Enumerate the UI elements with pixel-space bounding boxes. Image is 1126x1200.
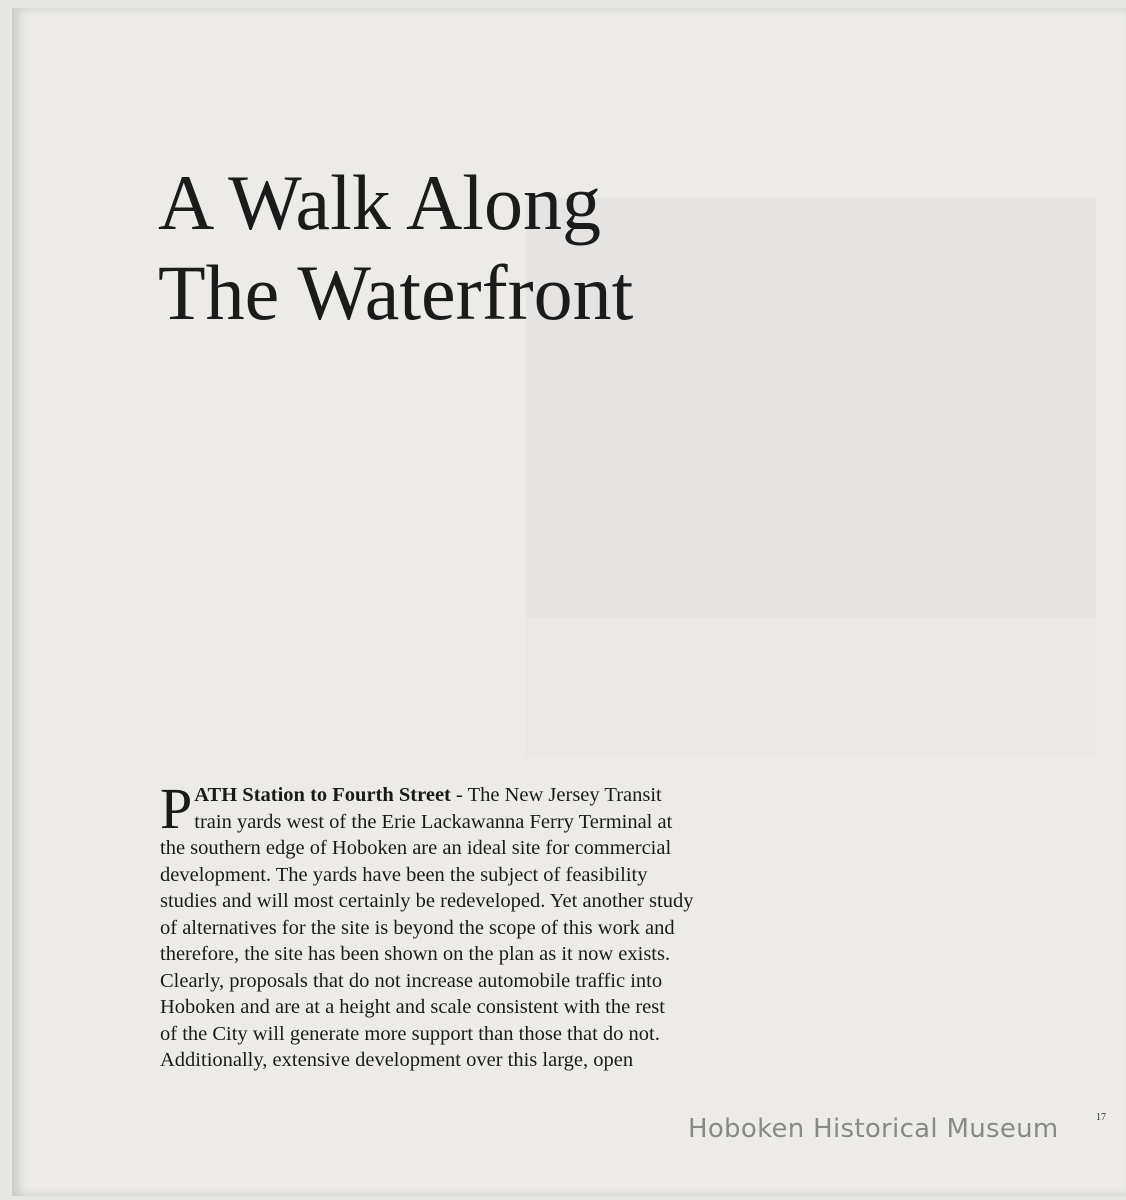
body-line-10: of the City will generate more support than those that do not.: [160, 1022, 660, 1045]
lead-rest: - The New Jersey Transit: [450, 784, 662, 806]
body-line-2: train yards west of the Erie Lackawanna Ferry Terminal at: [194, 810, 673, 833]
body-line-7: therefore, the site has been shown on the plan as it now exists.: [160, 943, 671, 965]
body-line-11: Additionally, extensive development over this large, open: [160, 1049, 634, 1071]
title-line-2: The Waterfront: [158, 249, 634, 336]
watermark-text: Hoboken Historical Museum: [688, 1114, 1059, 1144]
page-number: 17: [1096, 1112, 1106, 1123]
body-line-4: development. The yards have been the subject of feasibility: [160, 863, 648, 886]
page-title: [158, 158, 633, 338]
body-line-5: studies and will most certainly be redeveloped. Yet another study: [160, 890, 694, 912]
show-through-panel-lower: [526, 618, 1096, 758]
lead-heading: ATH Station to Fourth Street: [194, 784, 451, 806]
body-line-8: Clearly, proposals that do not increase automobile traffic into: [160, 969, 663, 992]
body-paragraph: [160, 776, 820, 1074]
body-line-1: [160, 782, 820, 809]
body-line-3: the southern edge of Hoboken are an ideal site for commercial: [160, 837, 672, 859]
title-line-1: A Walk Along: [158, 159, 601, 246]
body-line-6: of alternatives for the site is beyond the scope of this work and: [160, 916, 675, 939]
body-line-9: Hoboken and are at a height and scale consistent with the rest: [160, 996, 665, 1018]
drop-cap: P: [160, 776, 193, 841]
